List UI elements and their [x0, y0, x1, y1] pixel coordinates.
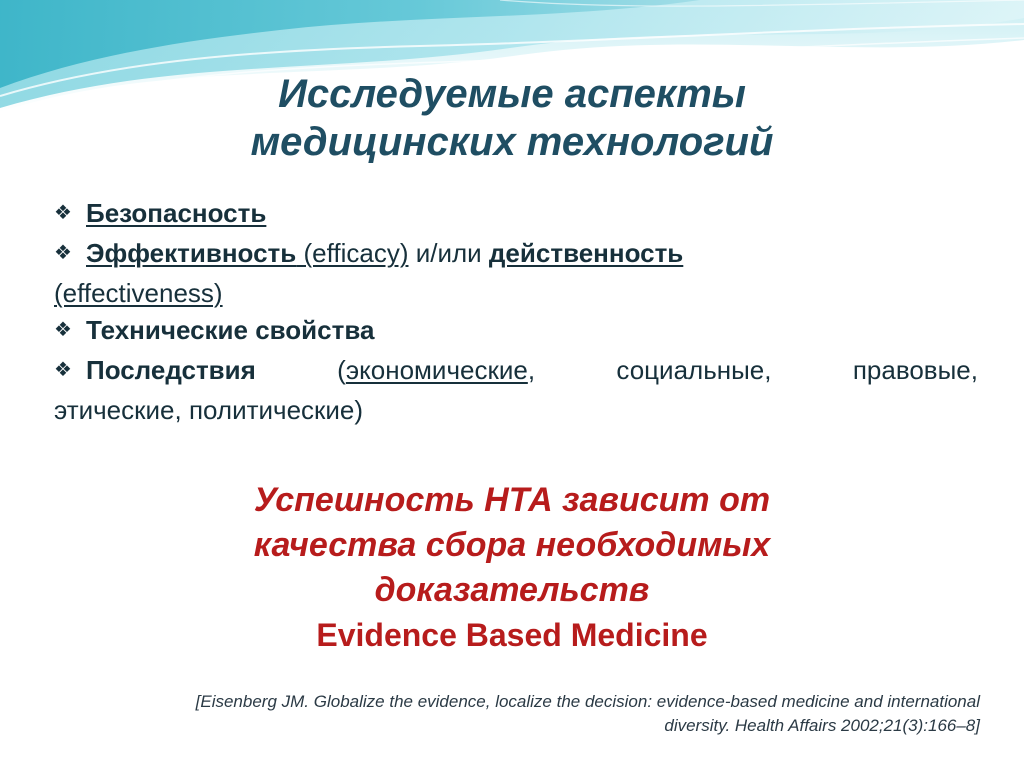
conjunction-text: и/или: [415, 238, 482, 268]
list-item-effectiveness: [54, 235, 978, 275]
diamond-bullet-icon: ❖: [54, 202, 72, 224]
safety-label: Безопасность: [86, 198, 267, 228]
conclusion-line2: качества сбора необходимых: [253, 526, 771, 564]
efficacy-label: Эффективность: [86, 238, 297, 268]
economic-label: экономические: [345, 355, 528, 385]
list-item-consequences: [54, 352, 978, 392]
diamond-bullet-icon: ❖: [54, 242, 72, 264]
consequences-open-paren: (: [337, 355, 346, 385]
diamond-bullet-icon: ❖: [54, 359, 72, 381]
aspects-list: [54, 195, 978, 429]
consequences-rest2: этические, политические): [54, 395, 364, 425]
list-item-technical: [54, 312, 978, 352]
citation-line2: diversity. Health Affairs 2002;21(3):166–8]: [664, 716, 980, 735]
citation-line1: [Eisenberg JM. Globalize the evidence, localize the decision: evidence-based medicine and international: [195, 692, 980, 711]
list-item-consequences-cont: [54, 392, 978, 429]
citation-reference: [46, 690, 980, 738]
effectiveness-gloss: (effectiveness): [54, 278, 223, 308]
consequences-label: Последствия: [86, 355, 256, 385]
conclusion-ebm: Evidence Based Medicine: [316, 617, 708, 653]
technical-label: Технические свойства: [86, 315, 375, 345]
slide-title-line2: медицинских технологий: [250, 120, 774, 164]
slide-title: [0, 70, 1024, 166]
conclusion-line3: доказательств: [374, 571, 650, 609]
diamond-bullet-icon: ❖: [54, 319, 72, 341]
conclusion-block: [0, 478, 1024, 657]
list-item-safety: [54, 195, 978, 235]
consequences-rest1: , социальные, правовые,: [527, 355, 978, 385]
efficacy-gloss: (efficacy): [303, 238, 409, 268]
list-item-effectiveness-cont: [54, 275, 978, 312]
effectiveness-label: действенность: [488, 238, 684, 268]
slide-title-line1: Исследуемые аспекты: [278, 72, 746, 116]
conclusion-line1: Успешность НТА зависит от: [253, 481, 771, 519]
